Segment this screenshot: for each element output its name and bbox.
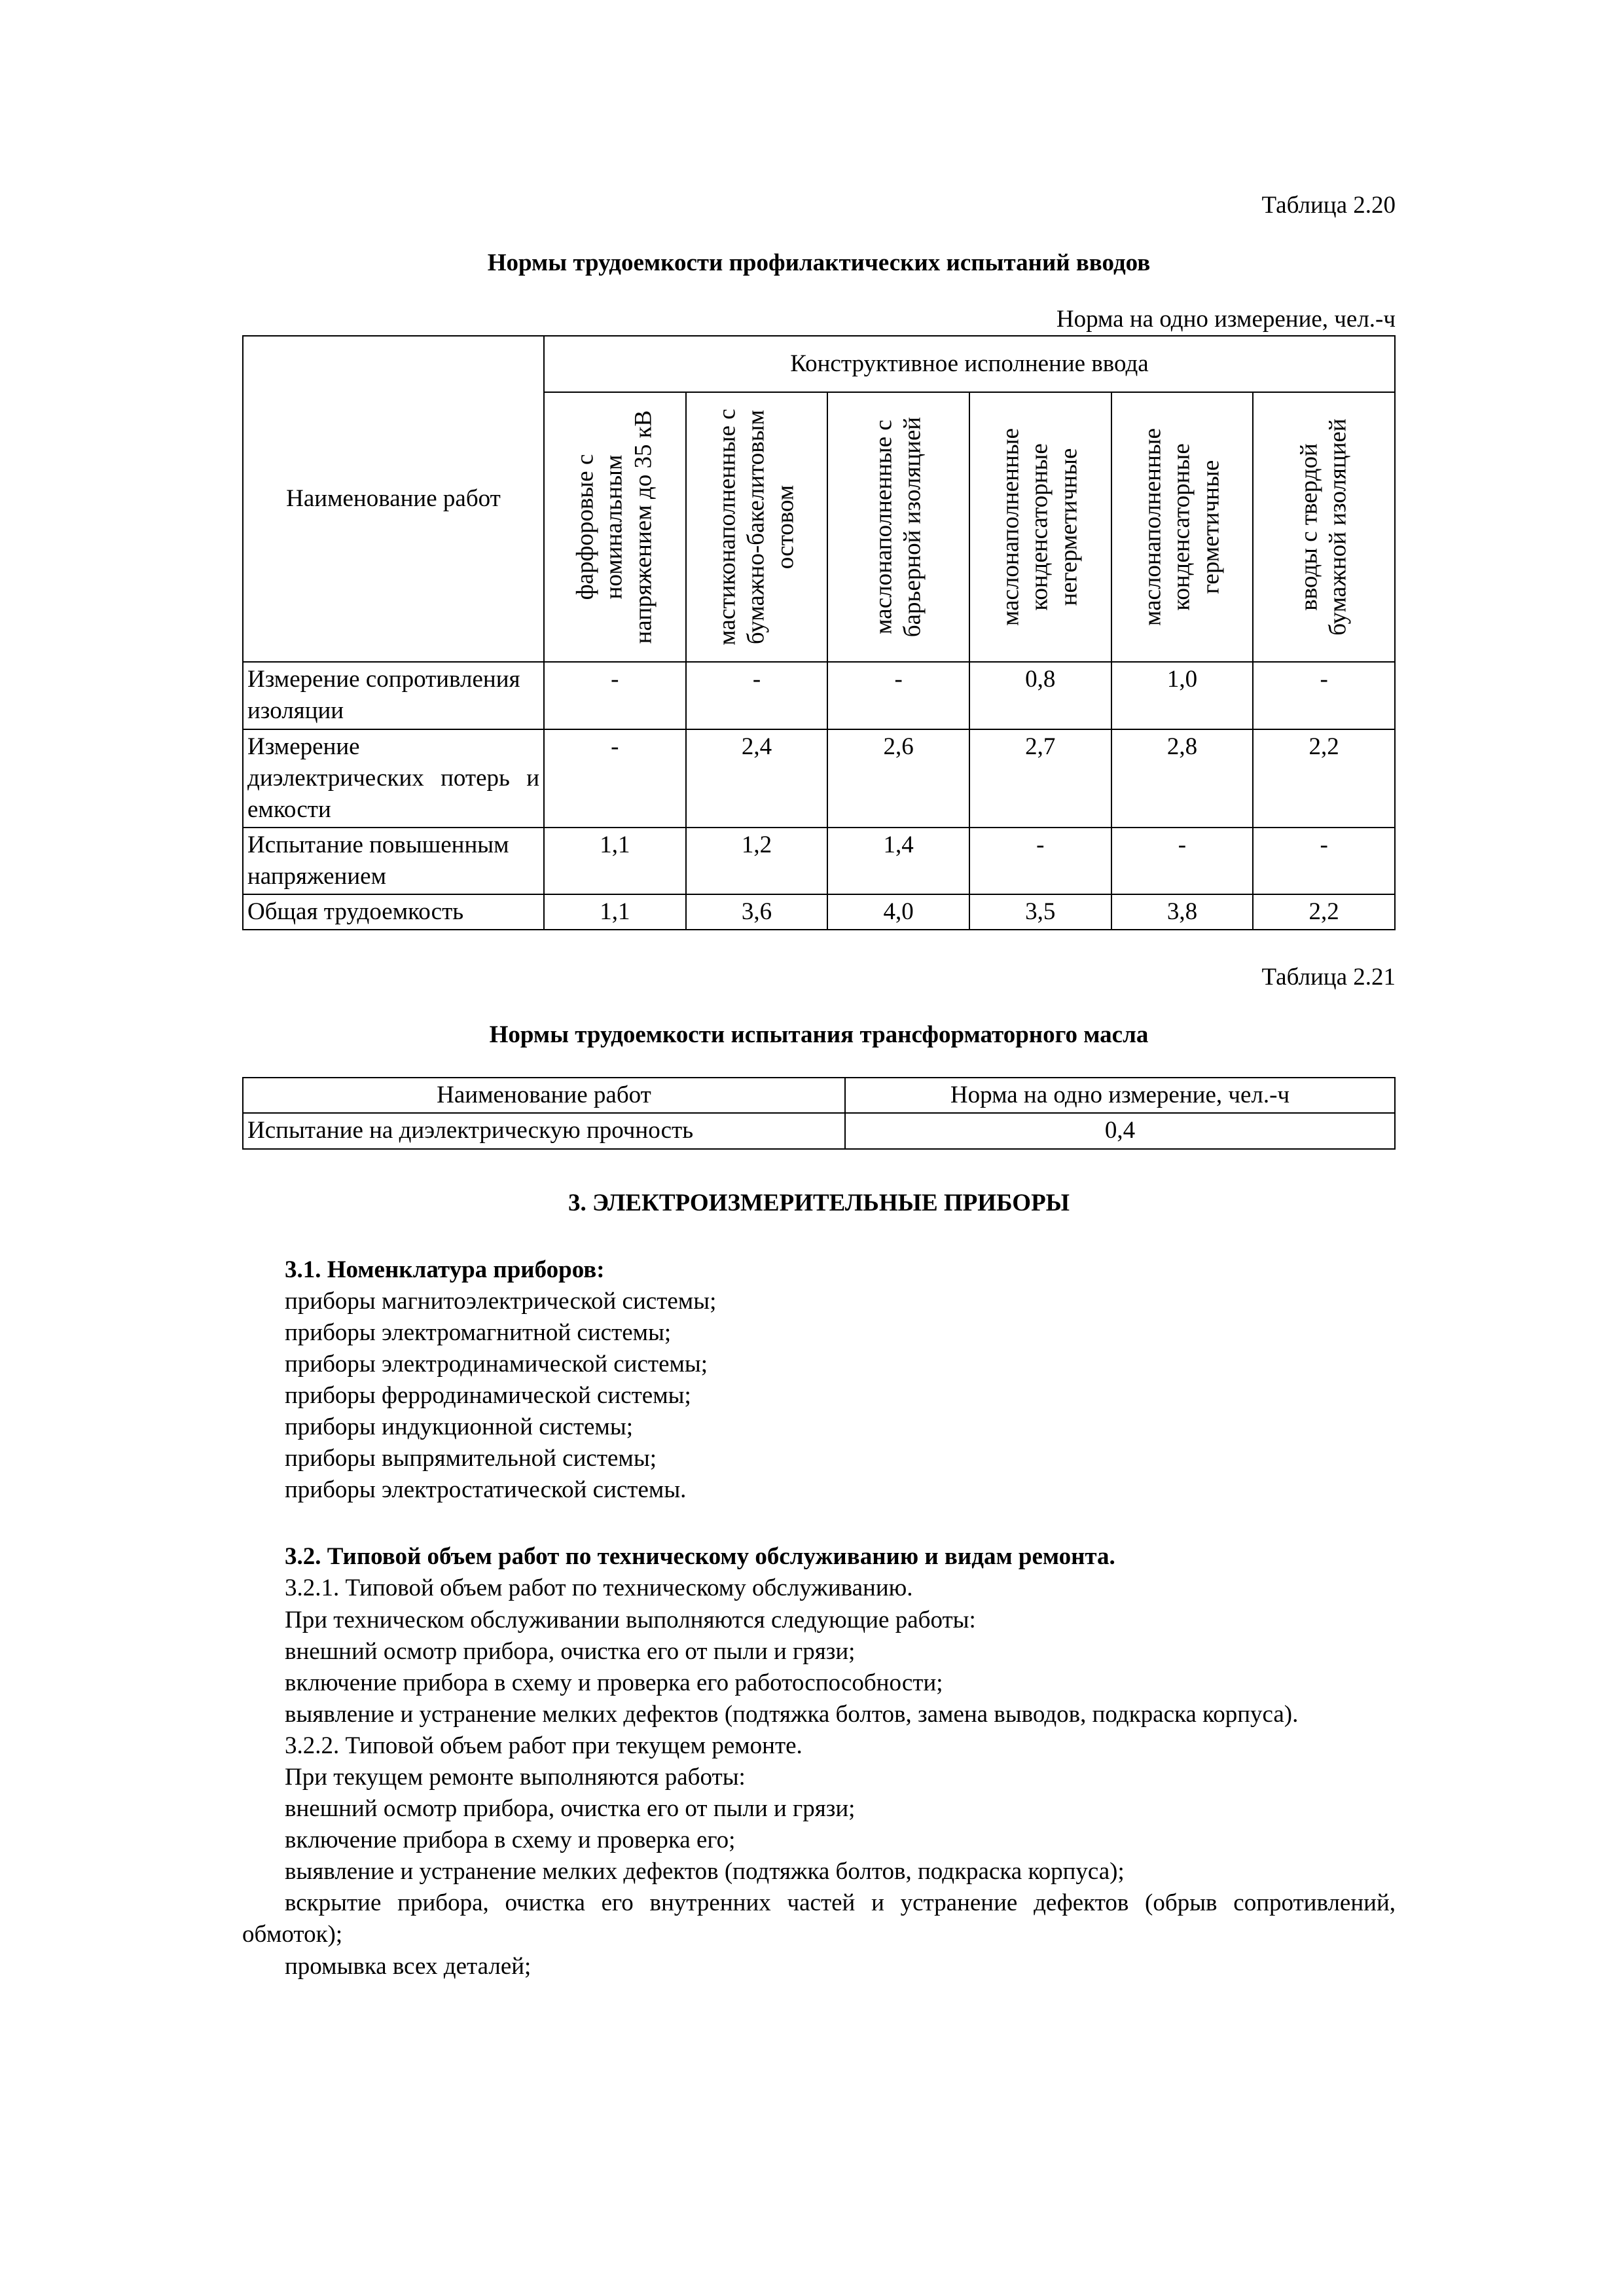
row-value: 1,2 (686, 828, 828, 894)
row-name: Измерение сопротивления изоляции (243, 662, 544, 729)
paragraph: 3.2.1. Типовой объем работ по техническому обслуживанию. (285, 1575, 913, 1602)
table-row (243, 662, 1395, 729)
row-value: 2,2 (1253, 729, 1395, 828)
row-value: 2,4 (686, 729, 828, 828)
table1 (242, 335, 1396, 930)
row-name: Измерение диэлектрических потерь и емкости (243, 729, 544, 828)
table1-column-header: фарфоровые с номинальным напряжением до 35 кВ (544, 392, 686, 662)
table1-col-name: Наименование работ (243, 336, 544, 662)
row-value: 3,5 (969, 894, 1111, 930)
list-item: приборы электромагнитной системы; (285, 1319, 672, 1346)
row-value: 4,0 (827, 894, 969, 930)
row-value: - (827, 662, 969, 729)
row-name: Испытание на диэлектрическую прочность (243, 1113, 845, 1148)
row-value: - (686, 662, 828, 729)
paragraph: вскрытие прибора, очистка его внутренних частей и устранение дефектов (обрыв сопротивлений, обмоток); (242, 1889, 1396, 1948)
paragraph: внешний осмотр прибора, очистка его от пыли и грязи; (285, 1795, 856, 1823)
table2-col-name: Наименование работ (243, 1078, 845, 1113)
row-value: 2,2 (1253, 894, 1395, 930)
paragraph: выявление и устранение мелких дефектов (подтяжка болтов, замена выводов, подкраска корпуса). (285, 1700, 1299, 1728)
document-page (242, 190, 1396, 1982)
list-item: приборы выпрямительной системы; (285, 1445, 657, 1472)
row-value: 1,0 (1111, 662, 1254, 729)
maintenance-text (242, 1573, 1396, 1982)
paragraph: При техническом обслуживании выполняются следующие работы: (285, 1606, 976, 1633)
row-value: - (1111, 828, 1254, 894)
table1-group-header: Конструктивное исполнение ввода (544, 336, 1395, 392)
row-name: Испытание повышенным напряжением (243, 828, 544, 894)
row-value: 0,8 (969, 662, 1111, 729)
list-item: приборы электродинамической системы; (285, 1350, 708, 1377)
paragraph: внешний осмотр прибора, очистка его от пыли и грязи; (285, 1637, 856, 1665)
paragraph: промывка всех деталей; (285, 1952, 532, 1980)
paragraph: включение прибора в схему и проверка его работоспособности; (285, 1669, 943, 1696)
instrument-list (242, 1286, 1396, 1506)
table2-col-norm: Норма на одно измерение, чел.-ч (845, 1078, 1395, 1113)
row-name: Общая трудоемкость (243, 894, 544, 930)
row-value: - (1253, 828, 1395, 894)
table1-title: Нормы трудоемкости профилактических испытаний вводов (487, 249, 1151, 277)
row-value: 2,7 (969, 729, 1111, 828)
table-row (243, 1113, 1395, 1148)
row-value: 2,8 (1111, 729, 1254, 828)
paragraph: 3.2.2. Типовой объем работ при текущем ремонте. (285, 1732, 803, 1759)
row-value: - (1253, 662, 1395, 729)
row-value: 0,4 (845, 1113, 1395, 1148)
subsection-heading: 3.1. Номенклатура приборов: (285, 1256, 605, 1283)
row-value: 2,6 (827, 729, 969, 828)
paragraph: При текущем ремонте выполняются работы: (285, 1764, 746, 1791)
subsection-heading: 3.2. Типовой объем работ по техническому обслуживанию и видам ремонта. (285, 1543, 1115, 1571)
row-value: 1,1 (544, 828, 686, 894)
table1-column-header: маслонаполненные конденсаторные негерметичные (969, 392, 1111, 662)
table1-column-header: мастиконаполненные с бумажно-бакелитовым остовом (686, 392, 828, 662)
table1-column-header: вводы с твердой бумажной изоляцией (1253, 392, 1395, 662)
section-heading: 3. ЭЛЕКТРОИЗМЕРИТЕЛЬНЫЕ ПРИБОРЫ (568, 1189, 1070, 1216)
row-value: - (544, 729, 686, 828)
paragraph: включение прибора в схему и проверка его; (285, 1827, 736, 1854)
table1-unit: Норма на одно измерение, чел.-ч (1056, 306, 1396, 333)
row-value: 1,1 (544, 894, 686, 930)
table-row (243, 729, 1395, 828)
row-value: - (969, 828, 1111, 894)
table-row (243, 828, 1395, 894)
list-item: приборы индукционной системы; (285, 1413, 633, 1441)
table1-column-header: маслонаполненные конденсаторные герметичные (1111, 392, 1254, 662)
list-item: приборы электростатической системы. (285, 1476, 687, 1504)
list-item: приборы ферродинамической системы; (285, 1381, 691, 1409)
table2-title: Нормы трудоемкости испытания трансформаторного масла (489, 1021, 1149, 1049)
table1-caption: Таблица 2.20 (1261, 192, 1396, 219)
table2 (242, 1077, 1396, 1149)
table-row (243, 894, 1395, 930)
paragraph: выявление и устранение мелких дефектов (подтяжка болтов, подкраска корпуса); (285, 1858, 1125, 1886)
table1-column-header: маслонаполненные с барьерной изоляцией (827, 392, 969, 662)
row-value: - (544, 662, 686, 729)
list-item: приборы магнитоэлектрической системы; (285, 1287, 717, 1315)
row-value: 1,4 (827, 828, 969, 894)
row-value: 3,8 (1111, 894, 1254, 930)
table2-caption: Таблица 2.21 (1261, 964, 1396, 991)
row-value: 3,6 (686, 894, 828, 930)
